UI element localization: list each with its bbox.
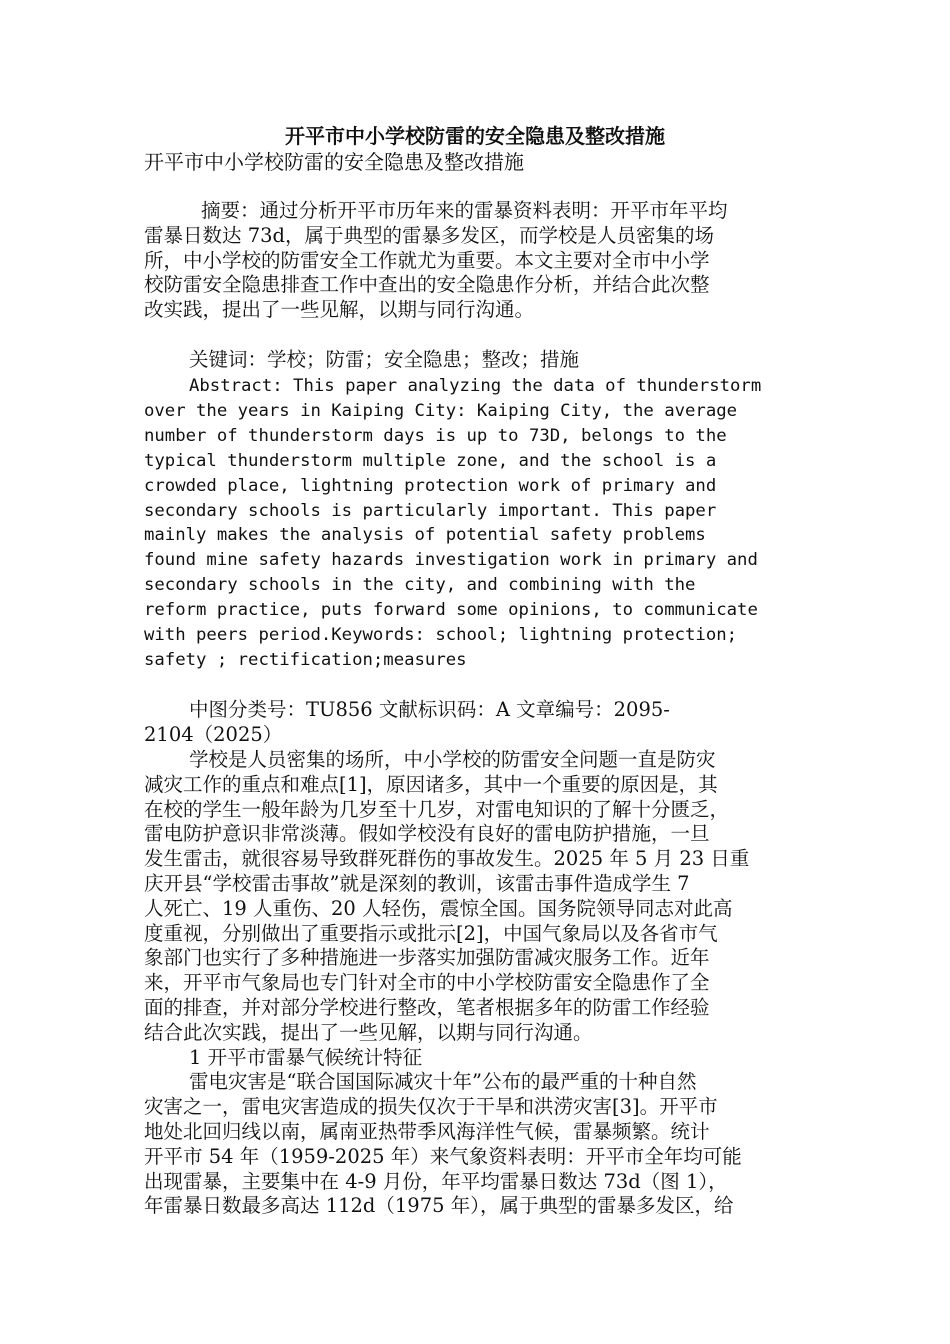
abstract-zh-line: 所，中小学校的防雷安全工作就尤为重要。本文主要对全市中小学 bbox=[144, 248, 710, 272]
section-heading: 1 开平市雷暴气候统计特征 bbox=[189, 1045, 423, 1069]
abstract-zh bbox=[144, 199, 809, 323]
classification-line: 中图分类号：TU856 文献标识码：A 文章编号：2095- bbox=[189, 698, 670, 721]
abstract-en-line: crowded place, lightning protection work of primary and bbox=[144, 475, 717, 496]
abstract-en-line: found mine safety hazards investigation work in primary and bbox=[144, 550, 758, 571]
body-line: 来，开平市气象局也专门针对全市的中小学校防雷安全隐患作了全 bbox=[144, 971, 710, 995]
classification-line: 2104（2025） bbox=[144, 722, 283, 746]
body-paragraph-intro bbox=[144, 748, 809, 1219]
abstract-en bbox=[144, 374, 809, 673]
abstract-en-line: safety ; rectification;measures bbox=[144, 649, 467, 670]
keywords-zh-line: 关键词：学校；防雷；安全隐患；整改；措施 bbox=[189, 348, 580, 371]
body-line: 庆开县“学校雷击事故”就是深刻的教训，该雷击事件造成学生 7 bbox=[144, 871, 690, 895]
body-line: 面的排查，并对部分学校进行整改，笔者根据多年的防雷工作经验 bbox=[144, 995, 710, 1019]
keywords-zh bbox=[144, 348, 809, 373]
body-line: 人死亡、19 人重伤、20 人轻伤，震惊全国。国务院领导同志对此高 bbox=[144, 896, 733, 920]
body-line: 象部门也实行了多种措施进一步落实加强防雷减灾服务工作。近年 bbox=[144, 946, 710, 970]
abstract-en-line: over the years in Kaiping City: Kaiping City, the average bbox=[144, 400, 738, 421]
body-line: 雷电灾害是“联合国国际减灾十年”公布的最严重的十种自然 bbox=[189, 1070, 697, 1094]
abstract-en-line: number of thunderstorm days is up to 73D, belongs to the bbox=[144, 425, 727, 446]
body-line: 发生雷击，就很容易导致群死群伤的事故发生。2025 年 5 月 23 日重 bbox=[144, 847, 750, 871]
body-line: 年雷暴日数最多高达 112d（1975 年），属于典型的雷暴多发区，给 bbox=[144, 1194, 734, 1218]
body-line: 减灾工作的重点和难点[1]，原因诸多，其中一个重要的原因是，其 bbox=[144, 772, 718, 796]
abstract-en-line: typical thunderstorm multiple zone, and the school is a bbox=[144, 450, 717, 471]
body-line: 度重视，分别做出了重要指示或批示[2]，中国气象局以及各省市气 bbox=[144, 921, 718, 945]
body-line: 地处北回归线以南，属南亚热带季风海洋性气候，雷暴频繁。统计 bbox=[144, 1119, 710, 1143]
body-line: 开平市 54 年（1959-2025 年）来气象资料表明：开平市全年均可能 bbox=[144, 1144, 742, 1168]
abstract-en-line: secondary schools in the city, and combining with the bbox=[144, 575, 696, 596]
body-line: 灾害之一，雷电灾害造成的损失仅次于干旱和洪涝灾害[3]。开平市 bbox=[144, 1095, 718, 1119]
body-line: 学校是人员密集的场所，中小学校的防雷安全问题一直是防灾 bbox=[189, 748, 716, 771]
abstract-en-line: reform practice, puts forward some opinions, to communicate bbox=[144, 600, 758, 621]
abstract-zh-line: 雷暴日数达 73d，属于典型的雷暴多发区，而学校是人员密集的场 bbox=[144, 223, 714, 247]
body-line: 在校的学生一般年龄为几岁至十几岁，对雷电知识的了解十分匮乏， bbox=[144, 797, 730, 821]
abstract-en-line: mainly makes the analysis of potential safety problems bbox=[144, 525, 706, 546]
document-subtitle: 开平市中小学校防雷的安全隐患及整改措施 bbox=[144, 150, 524, 174]
abstract-en-line: with peers period.Keywords: school; lightning protection; bbox=[144, 625, 738, 646]
body-line: 结合此次实践，提出了一些见解，以期与同行沟通。 bbox=[144, 1020, 593, 1044]
abstract-zh-line: 摘要：通过分析开平市历年来的雷暴资料表明：开平市年平均 bbox=[201, 199, 728, 222]
abstract-en-line: Abstract: This paper analyzing the data of thunderstorm bbox=[189, 376, 762, 396]
classification-info bbox=[144, 698, 809, 748]
abstract-en-line: secondary schools is particularly important. This paper bbox=[144, 500, 717, 521]
body-line: 出现雷暴，主要集中在 4-9 月份，年平均雷暴日数达 73d（图 1）， bbox=[144, 1169, 728, 1193]
abstract-zh-line: 校防雷安全隐患排查工作中查出的安全隐患作分析，并结合此次整 bbox=[144, 273, 710, 297]
document-title: 开平市中小学校防雷的安全隐患及整改措施 bbox=[285, 124, 665, 148]
body-line: 雷电防护意识非常淡薄。假如学校没有良好的雷电防护措施，一旦 bbox=[144, 822, 710, 846]
abstract-zh-line: 改实践，提出了一些见解，以期与同行沟通。 bbox=[144, 298, 535, 322]
